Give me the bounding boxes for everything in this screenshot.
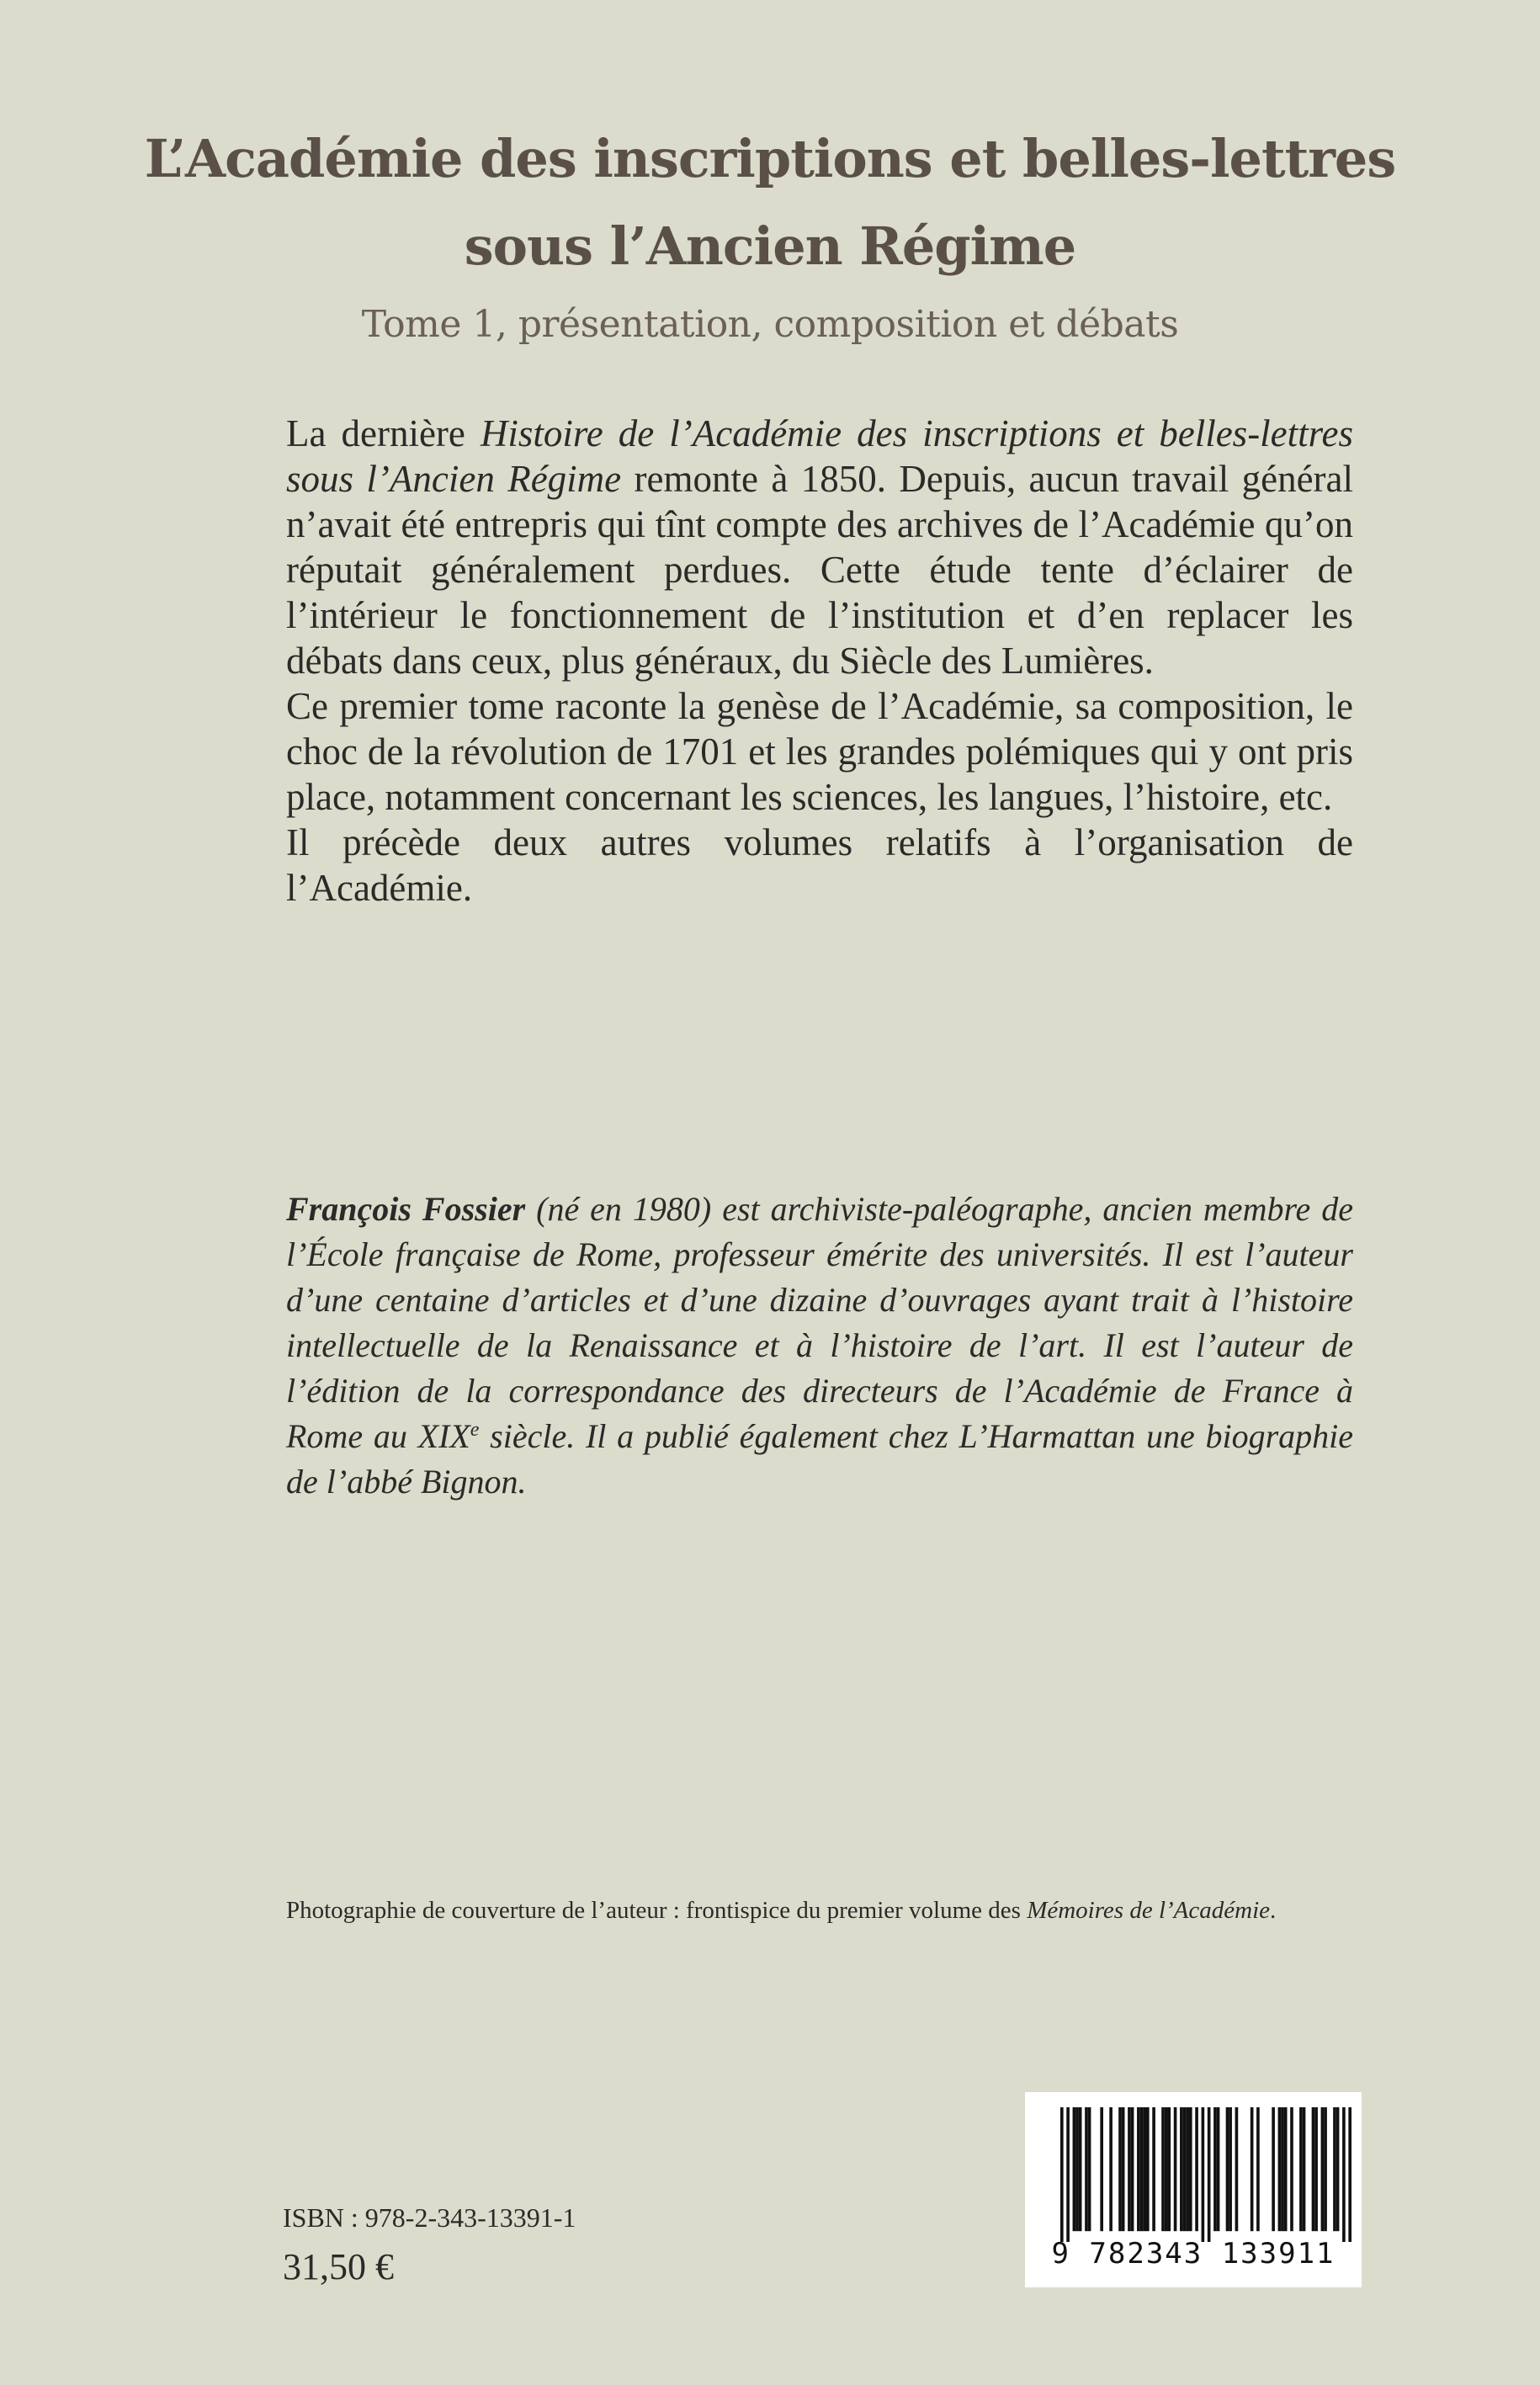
- barcode-bar: [1324, 2107, 1327, 2231]
- barcode-bar: [1348, 2107, 1351, 2242]
- barcode-bar: [1131, 2107, 1134, 2231]
- barcode-bar: [1100, 2107, 1103, 2231]
- author-bio: [286, 1187, 1353, 1505]
- barcode-bar: [1189, 2107, 1192, 2231]
- barcode-bar: [1152, 2107, 1155, 2231]
- book-title-line-1: L’Académie des inscriptions et belles-lettres: [144, 128, 1396, 189]
- barcode-bar: [1284, 2107, 1288, 2231]
- isbn: ISBN : 978-2-343-13391-1: [283, 2202, 576, 2233]
- barcode-bar: [1146, 2107, 1150, 2231]
- barcode-bar: [1299, 2107, 1303, 2231]
- author-name: François Fossier: [286, 1190, 526, 1228]
- barcode-bar: [1186, 2107, 1189, 2231]
- barcode-bar: [1195, 2107, 1198, 2231]
- barcode-bar: [1122, 2107, 1125, 2231]
- photo-credit-text: Photographie de couverture de l’auteur : frontispice du premier volume des: [286, 1897, 1028, 1924]
- barcode-bar: [1180, 2107, 1183, 2231]
- barcode-bar: [1060, 2107, 1064, 2242]
- barcode-bar: [1333, 2107, 1336, 2231]
- barcode-digits: 9 782343 133911: [1051, 2237, 1336, 2271]
- barcode-bar: [1312, 2107, 1315, 2231]
- barcode: [1025, 2092, 1362, 2287]
- barcode-bar: [1256, 2107, 1260, 2231]
- summary-p1-lead: La dernière: [286, 412, 481, 454]
- author-bio-text-b: siècle. Il a publié également chez L’Harmattan une biographie de l’abbé Bignon.: [286, 1417, 1354, 1501]
- barcode-bar: [1174, 2107, 1177, 2231]
- barcode-bar: [1137, 2107, 1140, 2231]
- summary-paragraph-1: [286, 411, 1353, 683]
- barcode-bar: [1314, 2107, 1318, 2231]
- barcode-bar: [1128, 2107, 1131, 2231]
- summary-p1-rest: remonte à 1850. Depuis, aucun travail général n’avait été entrepris qui tînt compte des archives de l’Académie qu’on réputait généralement perdues. Cette étude tente d’éclairer de l’intérieur le fonctionnement de l’institution et d’en replacer les débats dans ceux, plus généraux, du Siècle des Lumières.: [286, 458, 1354, 682]
- barcode-bar: [1235, 2107, 1239, 2231]
- author-bio-superscript: e: [470, 1419, 480, 1441]
- book-subtitle: Tome 1, présentation, composition et débats: [361, 303, 1179, 346]
- book-title-line-2: sous l’Ancien Régime: [464, 215, 1076, 277]
- barcode-bar: [1143, 2107, 1146, 2231]
- photo-credit-end: .: [1270, 1897, 1277, 1924]
- barcode-bar: [1140, 2107, 1144, 2231]
- author-bio-text-a: (né en 1980) est archiviste-paléographe, ancien membre de l’École française de Rome, professeur émérite des universités. Il est l’auteur d’une centaine d’articles et d’une dizaine d’ouvrages ayant trait à l’histoire intellectuelle de la Renaissance et à l’histoire de l’art. Il est l’auteur de l’édition de la correspondance des directeurs de l’Académie de France à Rome au XIX: [286, 1190, 1354, 1455]
- barcode-bar: [1109, 2107, 1113, 2231]
- barcode-bar: [1251, 2107, 1254, 2231]
- barcode-bar: [1085, 2107, 1088, 2231]
- barcode-bar: [1229, 2107, 1232, 2231]
- barcode-bar: [1118, 2107, 1122, 2231]
- barcode-bar: [1075, 2107, 1079, 2231]
- barcode-bar: [1213, 2107, 1217, 2231]
- barcode-bar: [1208, 2107, 1211, 2242]
- barcode-bar: [1336, 2107, 1340, 2231]
- barcode-bar: [1167, 2107, 1171, 2231]
- barcode-bar: [1217, 2107, 1220, 2231]
- barcode-bar: [1066, 2107, 1070, 2242]
- summary-paragraph-3: Il précède deux autres volumes relatifs à l’organisation de l’Académie.: [286, 821, 1353, 909]
- barcode-bar: [1073, 2107, 1076, 2231]
- photo-credit: [286, 1894, 1276, 1927]
- summary-p1-italic-title: Histoire de l’Académie des inscriptions et belles-lettres sous l’Ancien Régime: [286, 412, 1353, 500]
- barcode-bar: [1161, 2107, 1165, 2231]
- barcode-bar: [1290, 2107, 1293, 2231]
- barcode-bar: [1079, 2107, 1082, 2231]
- barcode-bar: [1342, 2107, 1346, 2242]
- barcode-bar: [1183, 2107, 1187, 2231]
- price: 31,50 €: [283, 2246, 394, 2287]
- barcode-bar: [1281, 2107, 1284, 2231]
- barcode-bar: [1321, 2107, 1325, 2231]
- photo-credit-italic: Mémoires de l’Académie: [1027, 1897, 1270, 1924]
- barcode-bar: [1088, 2107, 1091, 2231]
- barcode-bar: [1226, 2107, 1229, 2231]
- barcode-bars: [1060, 2107, 1351, 2242]
- barcode-bar: [1272, 2107, 1275, 2231]
- book-summary: [286, 411, 1353, 911]
- barcode-bar: [1278, 2107, 1282, 2231]
- barcode-bar: [1202, 2107, 1205, 2242]
- summary-paragraph-2: Ce premier tome raconte la genèse de l’Académie, sa composition, le choc de la révolution de 1701 et les grandes polémiques qui y ont pris place, notamment concernant les sciences, les langues, l’histoire, etc.: [286, 685, 1353, 818]
- barcode-bar: [1165, 2107, 1168, 2231]
- barcode-bar: [1303, 2107, 1306, 2231]
